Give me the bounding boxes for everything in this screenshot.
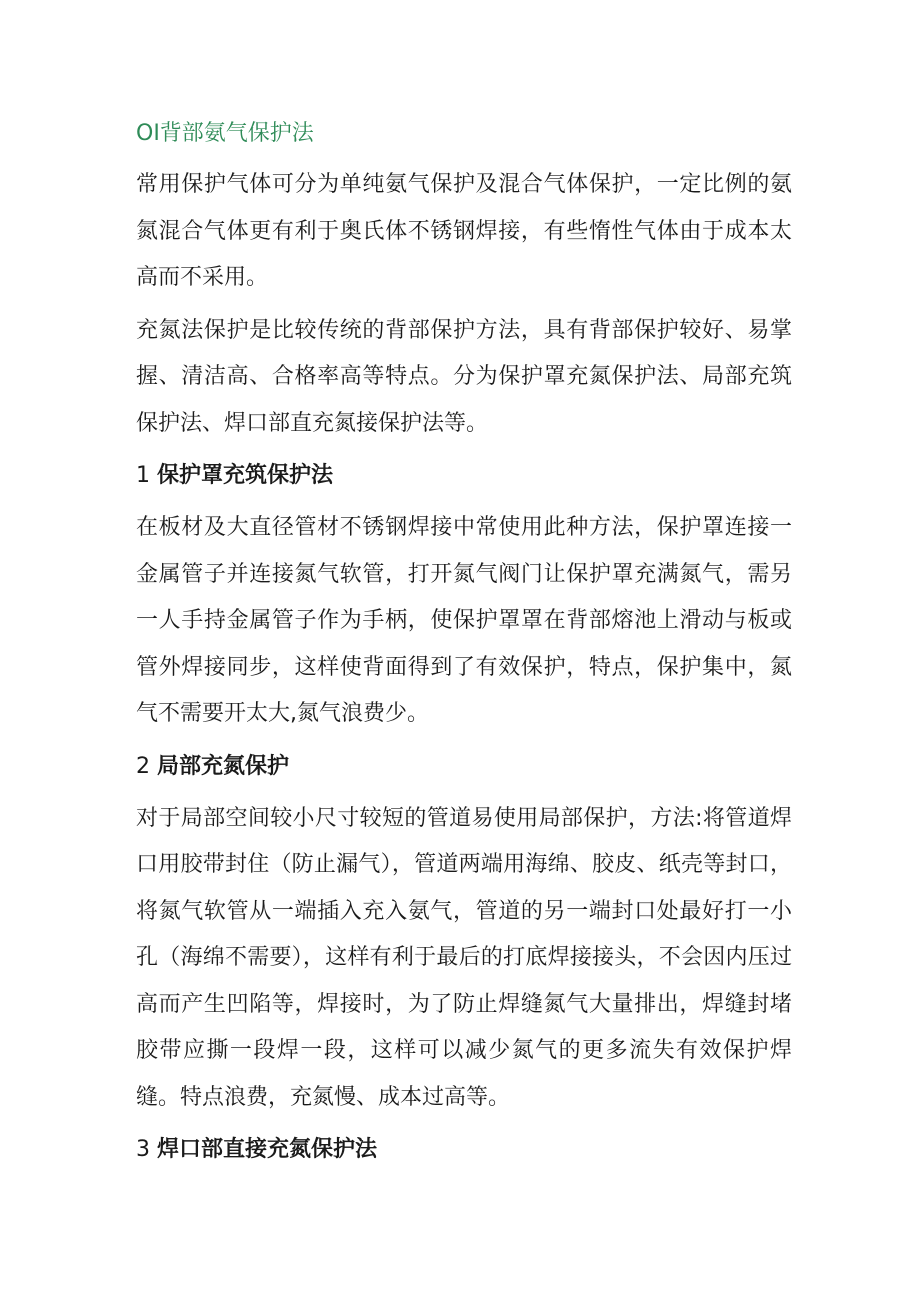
- section-heading-1: [136, 453, 792, 499]
- document-title: OI背部氨气保护法: [136, 121, 314, 146]
- paragraph-gas-types: 常用保护气体可分为单纯氨气保护及混合气体保护，一定比例的氨氮混合气体更有利于奥氏体不锈钢焊接，有些惰性气体由于成本太高而不采用。: [136, 172, 792, 290]
- section-body-1: 在板材及大直径管材不锈钢焊接中常使用此种方法，保护罩连接一金属管子并连接氮气软管，打开氮气阀门让保护罩充满氮气，需另一人手持金属管子作为手柄，使保护罩罩在背部熔池上滑动与板或管外焊接同步，这样使背面得到了有效保护，特点，保护集中，氮气不需要开太大,氮气浪费少。: [136, 515, 792, 726]
- section-heading-3: [136, 1127, 792, 1173]
- section-heading-text: 焊口部直接充氮保护法: [157, 1137, 378, 1162]
- section-number: 3: [136, 1137, 150, 1162]
- section-number: 1: [136, 463, 150, 488]
- section-heading-text: 保护罩充筑保护法: [157, 463, 334, 488]
- section-number: 2: [136, 753, 150, 779]
- section-body-2: 对于局部空间较小尺寸较短的管道易使用局部保护，方法:将管道焊口用胶带封住（防止漏气），管道两端用海绵、胶皮、纸壳等封口，将氮气软管从一端插入充入氨气，管道的另一端封口处最好打一小孔（海绵不需要），这样有利于最后的打底焊接接头，不会因内压过高而产生凹陷等，焊接时，为了防止焊缝氮气大量排出，焊缝封堵胶带应撕一段焊一段，这样可以减少氮气的更多流失有效保护焊缝。特点浪费，充氮慢、成本过高等。: [136, 805, 792, 1110]
- paragraph-nitrogen-method: 充氮法保护是比较传统的背部保护方法，具有背部保护较好、易掌握、清洁高、合格率高等特点。分为保护罩充氮保护法、局部充筑保护法、焊口部直充氮接保护法等。: [136, 317, 792, 436]
- section-heading-2: [136, 744, 792, 790]
- section-heading-text: 局部充氮保护: [157, 753, 290, 779]
